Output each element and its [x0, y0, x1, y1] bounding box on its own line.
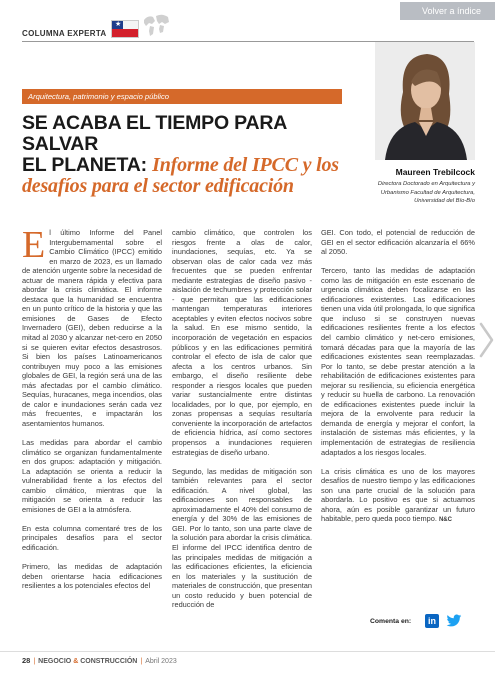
magazine-ampersand: &: [73, 658, 79, 665]
paragraph: Primero, las medidas de adaptación deben orientarse hacia edificaciones resilientes a los potenciales efectos del: [22, 562, 162, 591]
next-page-arrow-icon[interactable]: [478, 320, 495, 360]
magazine-name-a: NEGOCIO: [38, 658, 74, 665]
paragraph: [22, 224, 162, 428]
author-portrait: [375, 42, 475, 160]
chile-flag-icon: ★: [111, 20, 139, 38]
footer-separator: |: [33, 658, 36, 665]
headline-line-2: [22, 155, 352, 176]
section-label: COLUMNA EXPERTA: [22, 29, 107, 38]
footer-divider: [0, 651, 495, 652]
author-name: Maureen Trebilcock: [395, 167, 475, 177]
paragraph-text: l último Informe del Panel Intergubernamental sobre el Cambio Climático (IPCC) emitido en marzo de 2023, es un llamado de atención urgente sobre la necesidad de actuar de manera rápida y efectiva para abordar la crisis climática. El informe destaca que la humanidad se encuentra en un punto crítico de la historia y que las emisiones de Gases de Efecto Invernadero (GEI), deben reducirse a la mitad al 2030 y alcanzar net-cero en 2050 si se quieren evitar efectos desastrosos. Si bien los países Latinoamericanos contribuyen muy poco a las emisiones globales de GEI, la región será una de las más afectadas por el cambio climático. Sequías, huracanes, mega incendios, olas de calor e inundaciones serán cada vez más frecuentes, e impactarán los asentamientos humanos.: [22, 228, 162, 428]
headline-lead: EL PLANETA:: [22, 154, 153, 176]
headline-line-3: desafíos para el sector edificación: [22, 175, 294, 197]
issue-date: Abril 2023: [145, 658, 177, 665]
paragraph: En esta columna comentaré tres de los principales desafíos para el sector edificación.: [22, 523, 162, 552]
paragraph-text: La crisis climática es uno de los mayores desafíos de nuestro tiempo y las edificaciones son una parte crucial de la solución para abordarla. Lo positivo es que si actuamos ahora, aún es posible garantizar un futuro habitable, pero queda poco tiempo.: [321, 466, 475, 524]
body-column-2: [172, 228, 312, 619]
back-to-index-link[interactable]: Volver a índice: [400, 2, 495, 20]
article-headline: [22, 113, 352, 197]
paragraph: GEI. Con todo, el potencial de reducción de GEI en el sector edificación alcanzaría el 66% al 2050.: [321, 228, 475, 257]
comment-label: Comenta en:: [370, 618, 412, 625]
author-role-line: Universidad del Bío-Bío: [414, 198, 475, 205]
author-role-line: Urbanismo Facultad de Arquitectura,: [380, 189, 475, 196]
magazine-name-b: CONSTRUCCIÓN: [78, 658, 138, 665]
twitter-icon[interactable]: [446, 614, 462, 628]
paragraph: [321, 467, 475, 526]
linkedin-icon[interactable]: in: [425, 614, 439, 628]
drop-cap: E: [22, 224, 46, 266]
body-column-3: [321, 228, 475, 535]
category-banner: Arquitectura, patrimonio y espacio público: [22, 89, 342, 104]
headline-accent: Informe del IPCC y los: [152, 154, 339, 176]
footer-separator: |: [140, 658, 143, 665]
signoff: N&C: [438, 517, 452, 524]
world-map-icon: [140, 10, 172, 38]
top-bar: [0, 0, 495, 22]
body-column-1: [22, 224, 162, 600]
paragraph: Tercero, tanto las medidas de adaptación como las de mitigación en este escenario de urgencia climática deben focalizarse en las edificaciones existentes. Las edificaciones tienen una vida útil prolongada, lo que significa que incluso si se construyen nuevas edificaciones resilientes frente a los efectos del cambio climático y net-cero emisiones, tomará décadas para que la mayoría de las edificaciones existentes sean reemplazadas. Por lo tanto, se debe prestar atención a la rehabilitación de edificaciones existentes para mejorar su resiliencia, su eficiencia energética y reducir su huella de carbono. La renovación de edificaciones existentes puede incluir la mejora de la envolvente para reducir la demanda de energía y mejorar el confort, la instalación de sistemas más eficientes, y la implementación de estrategias de resiliencia adaptados a los riesgos locales.: [321, 266, 475, 457]
paragraph: Las medidas para abordar el cambio climático se organizan fundamentalmente en dos grupos: adaptación y mitigación. La adaptación se orienta a reducir la vulnerabilidad frente a los efectos del cambio climático, mientras que la mitigación se orienta a reducir las emisiones de GEI a la atmósfera.: [22, 437, 162, 514]
headline-line-1: SE ACABA EL TIEMPO PARA SALVAR: [22, 112, 287, 155]
author-role-line: Directora Doctorado en Arquitectura y: [377, 181, 475, 187]
paragraph: Segundo, las medidas de mitigación son también relevantes para el sector edificación. A nivel global, las edificaciones son responsables de aproximadamente el 40% del consumo de energía y del 30% de las emisiones de GEI. Por lo tanto, son una parte clave de la solución para abordar la crisis climática. El informe del IPCC identifica dentro de las principales medidas de mitigación a las edificaciones eficientes, la eficiencia en los materiales y la sustitución de materiales de construcción, que presentan un costo reducido y buen potencial de reducción de: [172, 466, 312, 610]
page-footer: [22, 656, 177, 665]
author-photo-icon: [375, 42, 475, 160]
paragraph: cambio climático, que controlen los riesgos frente a olas de calor, inundaciones, sequías, etc. Ya se observan olas de calor cada vez más frecuentes que se pueden enfrentar mediante estrategias de diseño pasivo - aislación de techumbres y protección solar - que permitan que las edificaciones mantengan temperaturas interiores aceptables y eviten efectos nocivos sobre la salud. En ese mismo sentido, la incorporación de vegetación en espacios públicos y en las edificaciones permitirá controlar el efecto de isla de calor que afecta a los centros urbanos. Sin embargo, el diseño resiliente debe responder a riesgos locales que pueden variar sustancialmente entre distintas localidades, por lo que, por ejemplo, en zonas propensas a sequías resultaría conveniente la incorporación de artefactos de eficiencia hídrica, así como sectores propensos a inundaciones requieren estrategias de diseño urbano.: [172, 228, 312, 457]
page-number: 28: [22, 656, 31, 665]
